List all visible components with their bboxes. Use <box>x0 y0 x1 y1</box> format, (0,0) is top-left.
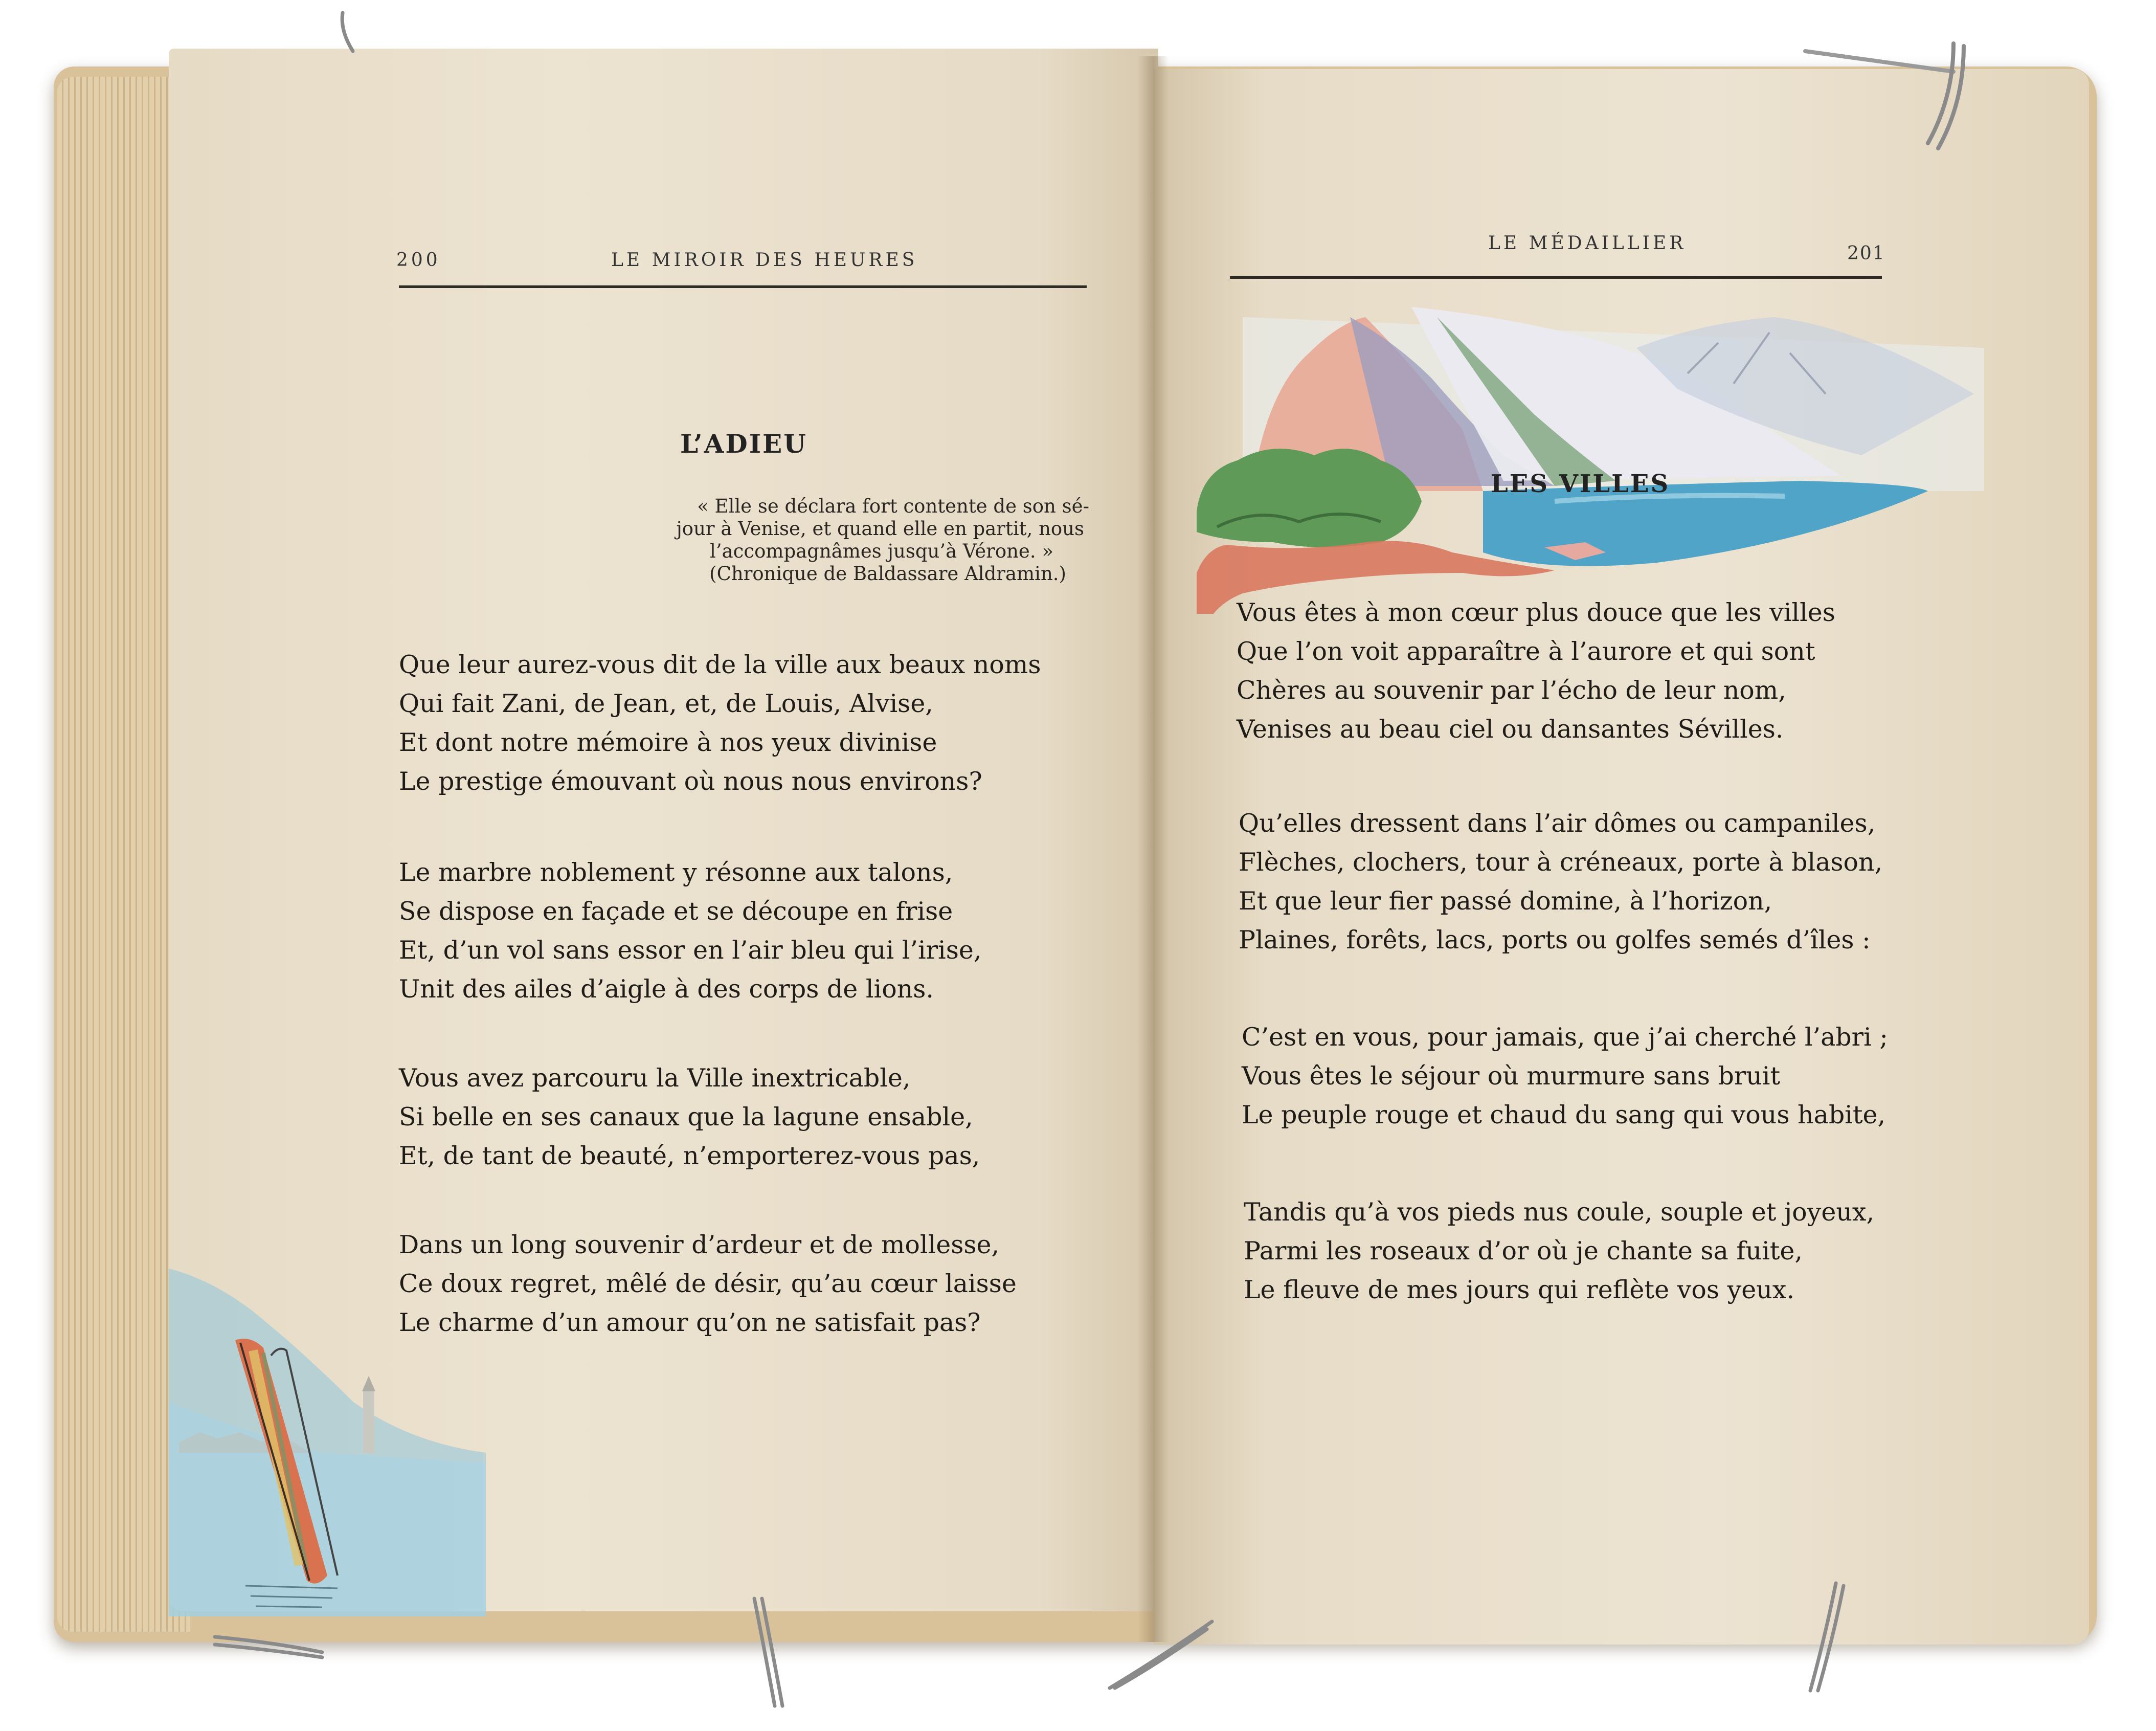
verse-line: Le prestige émouvant où nous nous environs? <box>399 767 982 796</box>
verse-line: C’est en vous, pour jamais, que j’ai cherché l’abri ; <box>1242 1023 1888 1052</box>
verse-line: Le marbre noblement y résonne aux talons, <box>399 858 953 887</box>
epigraph-source: (Chronique de Baldassare Aldramin.) <box>709 563 1066 585</box>
right-stanza-3 <box>1242 1018 1888 1135</box>
left-stanza-2 <box>399 853 981 1009</box>
epigraph-line: l’accompagnâmes jusqu’à Vérone. » <box>710 540 1053 562</box>
verse-line: Si belle en ses canaux que la lagune ensable, <box>399 1102 973 1131</box>
mountain-lake-watercolor-illustration <box>1197 286 1994 614</box>
paper-clip-icon <box>338 10 368 56</box>
lagoon-watercolor-illustration <box>169 1248 506 1616</box>
verse-line: Vous avez parcouru la Ville inextricable, <box>399 1063 911 1093</box>
epigraph <box>629 495 1089 585</box>
poem-title-ladieu: L’ADIEU <box>680 429 807 459</box>
left-page-number: 200 <box>396 250 441 271</box>
left-header-rule <box>399 285 1087 288</box>
verse-line: Venises au beau ciel ou dansantes Sévilles. <box>1237 715 1784 744</box>
paper-clip-icon <box>1800 1578 1846 1696</box>
verse-line: Que leur aurez-vous dit de la ville aux beaux noms <box>399 650 1041 679</box>
right-running-head: LE MÉDAILLIER <box>1488 233 1687 254</box>
right-header-rule <box>1230 276 1882 279</box>
verse-line: Vous êtes à mon cœur plus douce que les villes <box>1237 598 1835 627</box>
verse-line: Vous êtes le séjour où murmure sans bruit <box>1242 1061 1781 1091</box>
verse-line: Et, d’un vol sans essor en l’air bleu qui l’irise, <box>399 936 982 965</box>
paper-clip-icon <box>1105 1616 1217 1693</box>
poem-title-les-villes: LES VILLES <box>1491 470 1670 498</box>
paper-clip-icon <box>1800 36 1974 159</box>
right-stanza-1 <box>1237 593 1835 749</box>
verse-line: Qu’elles dressent dans l’air dômes ou campaniles, <box>1239 809 1876 838</box>
verse-line: Et, de tant de beauté, n’emporterez-vous pas, <box>399 1141 980 1170</box>
verse-line: Se dispose en façade et se découpe en frise <box>399 897 953 926</box>
verse-line: Parmi les roseaux d’or où je chante sa fuite, <box>1244 1236 1803 1266</box>
left-stanza-1 <box>399 646 1041 801</box>
paper-clip-icon <box>747 1593 788 1711</box>
verse-line: Qui fait Zani, de Jean, et, de Louis, Alvise, <box>399 689 933 718</box>
right-page-number: 201 <box>1847 243 1885 264</box>
left-stanza-3 <box>399 1059 980 1175</box>
verse-line: Le charme d’un amour qu’on ne satisfait pas? <box>399 1308 981 1337</box>
verse-line: Le peuple rouge et chaud du sang qui vous habite, <box>1242 1100 1886 1129</box>
verse-line: Flèches, clochers, tour à créneaux, porte à blason, <box>1239 848 1883 877</box>
verse-line: Tandis qu’à vos pieds nus coule, souple et joyeux, <box>1244 1197 1875 1227</box>
epigraph-line: « Elle se déclara fort contente de son sé- <box>697 495 1089 517</box>
left-running-head: LE MIROIR DES HEURES <box>611 250 918 271</box>
right-stanza-4 <box>1244 1193 1874 1310</box>
verse-line: Chères au souvenir par l’écho de leur nom, <box>1237 676 1786 705</box>
paper-clip-icon <box>210 1627 327 1662</box>
right-stanza-2 <box>1239 804 1882 960</box>
book-gutter <box>1138 56 1169 1642</box>
verse-line: Plaines, forêts, lacs, ports ou golfes semés d’îles : <box>1239 925 1871 955</box>
verse-line: Et que leur fier passé domine, à l’horizon, <box>1239 886 1772 916</box>
verse-line: Que l’on voit apparaître à l’aurore et qui sont <box>1237 637 1815 666</box>
verse-line: Et dont notre mémoire à nos yeux divinise <box>399 728 937 757</box>
verse-line: Unit des ailes d’aigle à des corps de lions. <box>399 974 934 1004</box>
verse-line: Ce doux regret, mêlé de désir, qu’au cœur laisse <box>399 1269 1017 1298</box>
verse-line: Le fleuve de mes jours qui reflète vos yeux. <box>1244 1275 1795 1304</box>
epigraph-line: jour à Venise, et quand elle en partit, nous <box>676 518 1084 540</box>
verse-line: Dans un long souvenir d’ardeur et de mollesse, <box>399 1230 1000 1259</box>
